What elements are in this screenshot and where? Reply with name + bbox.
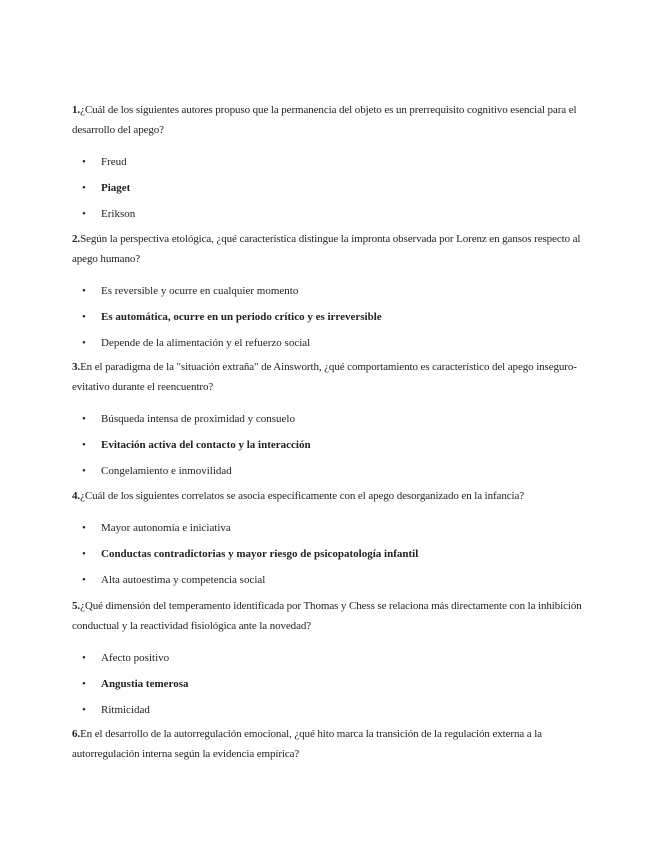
bullet-icon: • — [82, 678, 86, 690]
option-text-correct: Conductas contradictorias y mayor riesgo de psicopatología infantil — [101, 548, 419, 560]
question-6 — [72, 724, 584, 764]
bullet-icon: • — [82, 574, 86, 586]
question-1 — [72, 100, 584, 140]
question-6-text: En el desarrollo de la autorregulación emocional, ¿qué hito marca la transición de la regulación externa a la autorregulación interna según la evidencia empírica? — [72, 728, 542, 760]
question-5-text: ¿Qué dimensión del temperamento identificada por Thomas y Chess se relaciona más directamente con la inhibición conductual y la reactividad fisiológica ante la novedad? — [72, 600, 582, 632]
bullet-icon: • — [82, 337, 86, 349]
bullet-icon: • — [82, 413, 86, 425]
option-text-correct: Piaget — [101, 182, 131, 194]
bullet-icon: • — [82, 311, 86, 323]
question-3-text: En el paradigma de la "situación extraña" de Ainsworth, ¿qué comportamiento es característico del apego inseguro-evitativo durante el reencuentro? — [72, 361, 577, 393]
option-text: Depende de la alimentación y el refuerzo social — [101, 337, 311, 349]
option-text: Erikson — [101, 208, 136, 220]
question-3 — [72, 357, 584, 397]
option-text-correct: Evitación activa del contacto y la interacción — [101, 439, 311, 451]
bullet-icon: • — [82, 522, 86, 534]
bullet-icon: • — [82, 439, 86, 451]
option-text: Freud — [101, 156, 127, 168]
option-text: Ritmicidad — [101, 704, 150, 716]
bullet-icon: • — [82, 548, 86, 560]
question-4-number: 4. — [72, 490, 81, 502]
bullet-icon: • — [82, 652, 86, 664]
question-3-number: 3. — [72, 361, 81, 373]
bullet-icon: • — [82, 285, 86, 297]
option-text: Búsqueda intensa de proximidad y consuelo — [101, 413, 295, 425]
bullet-icon: • — [82, 465, 86, 477]
question-6-number: 6. — [72, 728, 81, 740]
bullet-icon: • — [82, 156, 86, 168]
question-1-text: ¿Cuál de los siguientes autores propuso que la permanencia del objeto es un prerrequisito cognitivo esencial para el desarrollo del apego? — [72, 104, 577, 136]
question-2-text: Según la perspectiva etológica, ¿qué característica distingue la impronta observada por Lorenz en gansos respecto al apego humano? — [72, 233, 581, 265]
bullet-icon: • — [82, 208, 86, 220]
question-1-number: 1. — [72, 104, 81, 116]
option-text-correct: Es automática, ocurre en un periodo crítico y es irreversible — [101, 311, 382, 323]
option-text: Es reversible y ocurre en cualquier momento — [101, 285, 299, 297]
option-text: Congelamiento e inmovilidad — [101, 465, 232, 477]
question-2-number: 2. — [72, 233, 81, 245]
question-4-text: ¿Cuál de los siguientes correlatos se asocia específicamente con el apego desorganizado en la infancia? — [80, 490, 525, 502]
bullet-icon: • — [82, 704, 86, 716]
option-text: Alta autoestima y competencia social — [101, 574, 266, 586]
question-5 — [72, 596, 584, 636]
question-2 — [72, 229, 584, 269]
option-text-correct: Angustia temerosa — [101, 678, 189, 690]
option-text: Mayor autonomía e iniciativa — [101, 522, 231, 534]
bullet-icon: • — [82, 182, 86, 194]
option-text: Afecto positivo — [101, 652, 170, 664]
question-5-number: 5. — [72, 600, 81, 612]
question-4 — [72, 486, 612, 506]
